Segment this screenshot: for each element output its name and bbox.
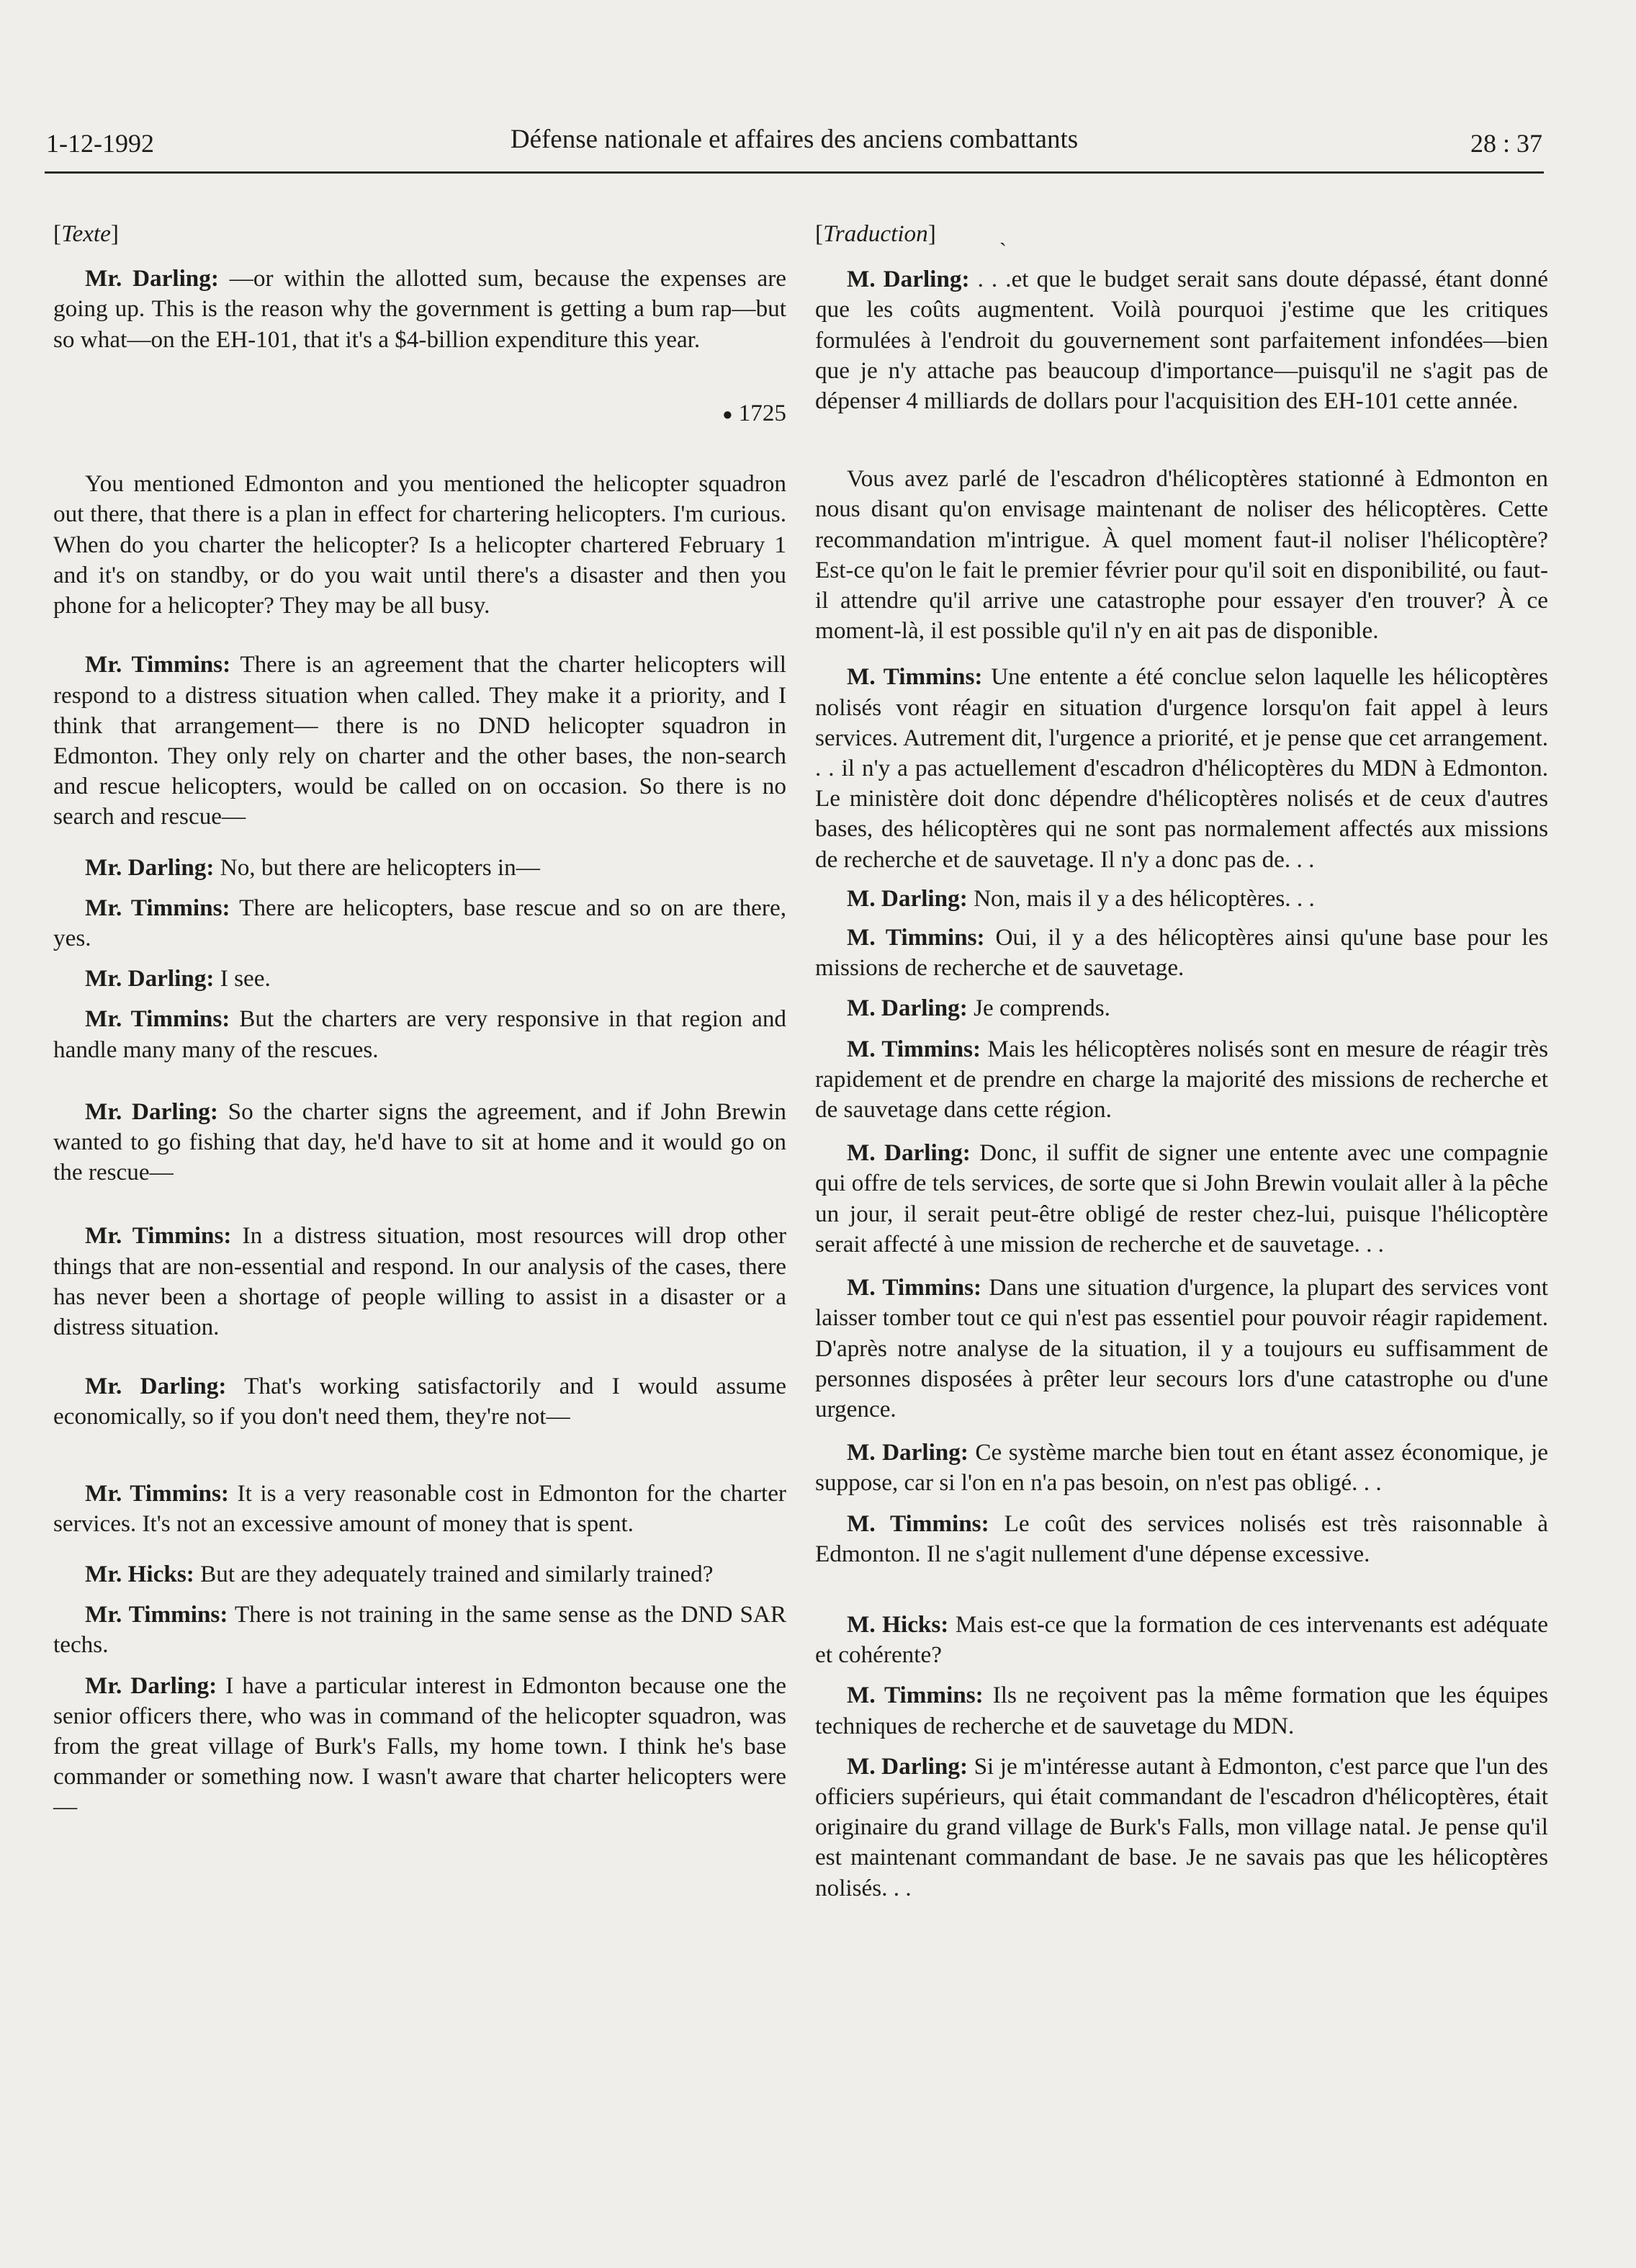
speech-text: There is not training in the same sense as the DND SAR techs.: [53, 1601, 787, 1659]
speaker: M. Timmins:: [847, 663, 983, 691]
paragraph: [53, 1559, 786, 1590]
speaker: M. Timmins:: [847, 1682, 984, 1709]
speaker: Mr. Darling:: [85, 853, 215, 881]
speech-text: I see.: [220, 965, 271, 992]
speaker: Mr. Darling:: [85, 965, 215, 992]
speech-text: Ce système marche bien tout en étant assez économique, je suppose, car si l'on en n'a pas besoin, on n'est pas obligé. . .: [815, 1439, 1548, 1497]
speech-text: In a distress situation, most resources will drop other things that are non-essential and respond. In our analysis of the cases, there has never been a shortage of people willing to assist in a disaster or a distress situation.: [53, 1222, 786, 1340]
speech-text: But the charters are very responsive in that region and handle many many of the rescues.: [53, 1005, 787, 1063]
speech-text: So the charter signs the agreement, and if John Brewin wanted to go fishing that day, he'd have to sit at home and it would go on the rescue—: [53, 1098, 787, 1186]
paragraph: [53, 1097, 786, 1188]
paragraph: [53, 264, 786, 355]
paragraph: [815, 1752, 1548, 1904]
speech-text: There are helicopters, base rescue and so on are there, yes.: [53, 894, 786, 951]
speech-text: Oui, il y a des hélicoptères ainsi qu'une base pour les missions de recherche et de sauvetage.: [815, 924, 1549, 982]
speaker: Mr. Darling:: [85, 1373, 227, 1400]
paragraph: [815, 1438, 1548, 1498]
speaker: Mr. Timmins:: [85, 1222, 232, 1250]
paragraph: [53, 650, 786, 832]
speaker: M. Darling:: [847, 266, 970, 293]
paragraph: [53, 893, 786, 954]
speech-text: Ils ne reçoivent pas la même formation que les équipes techniques de recherche et de sauvetage du MDN.: [815, 1682, 1548, 1739]
paragraph: [815, 1680, 1548, 1741]
paragraph: [815, 1138, 1548, 1260]
header-page-number: 28 : 37: [1470, 129, 1542, 158]
speaker: M. Darling:: [847, 1139, 971, 1167]
speaker: M. Timmins:: [847, 1035, 981, 1062]
paragraph: [53, 853, 786, 883]
paragraph: [53, 1221, 786, 1343]
section-tag-texte: [Texte]: [53, 220, 119, 247]
speaker: Mr. Timmins:: [85, 1601, 228, 1628]
speech-text: Je comprends.: [974, 995, 1110, 1022]
speech-text: But are they adequately trained and similarly trained?: [200, 1560, 714, 1587]
speech-text: It is a very reasonable cost in Edmonton for the charter services. It's not an excessive amount of money that is spent.: [53, 1479, 786, 1537]
header-rule: [45, 171, 1544, 174]
speaker: M. Timmins:: [847, 924, 985, 951]
speaker: M. Timmins:: [847, 1274, 982, 1301]
paragraph: [815, 1509, 1548, 1569]
time-stamp: ● 1725: [722, 399, 786, 426]
speaker: Mr. Timmins:: [85, 894, 230, 921]
speech-text: . . .et que le budget serait sans doute dépassé, étant donné que les coûts augmentent. Voilà pourquoi j'estime que les critiques formulées à l'endroit du gouvernement sont parfaitement infondées—bien que je n'y attache pas beaucoup d'importance—puisqu'il ne s'agit pas de dépenser 4 milliards de dollars pour l'acquisition des EH-101 cette année.: [815, 266, 1549, 415]
speech-text: Vous avez parlé de l'escadron d'hélicoptères stationné à Edmonton en nous disant qu'on envisage maintenant de noliser des hélicoptères. Cette recommandation m'intrigue. À quel moment faut-il noliser l'hélicoptère? Est-ce qu'on le fait le premier février pour qu'il soit en disponibilité, ou faut-il attendre qu'il arrive une catastrophe pour essayer d'en trouver? À ce moment-là, il est possible qu'il n'y en ait pas de disponible.: [815, 465, 1548, 645]
bullet-icon: ●: [722, 405, 733, 425]
stray-mark: ˎ: [999, 223, 1007, 246]
header-date: 1-12-1992: [46, 129, 154, 158]
speech-text: Le coût des services nolisés est très raisonnable à Edmonton. Il ne s'agit nullement d'une dépense excessive.: [815, 1510, 1549, 1567]
paragraph: [53, 469, 786, 621]
speech-text: There is an agreement that the charter helicopters will respond to a distress situation when called. They make it a priority, and I think that arrangement— there is no DND helicopter squadron in Edmonton. They only rely on charter and the other bases, the non-search and rescue helicopters, would be called on on occasion. So there is no search and rescue—: [53, 651, 786, 830]
paragraph: [815, 1610, 1548, 1670]
speaker: Mr. Timmins:: [85, 1005, 230, 1033]
speaker: M. Darling:: [847, 884, 968, 912]
paragraph: [53, 1671, 786, 1823]
speaker: Mr. Darling:: [85, 1098, 218, 1125]
paragraph: [815, 464, 1548, 646]
speech-text: Mais est-ce que la formation de ces intervenants est adéquate et cohérente?: [815, 1610, 1548, 1669]
speaker: Mr. Timmins:: [85, 651, 231, 678]
speech-text: No, but there are helicopters in—: [220, 853, 540, 881]
paragraph: [815, 264, 1548, 416]
paragraph: [53, 964, 786, 994]
paragraph: [53, 1600, 786, 1660]
speech-text: Donc, il suffit de signer une entente avec une compagnie qui offre de tels services, de sorte que si John Brewin voulait aller à la pêche un jour, il serait peut-être obligé de rester chez-lui, puisque l'hélicoptère serait affecté à une mission de recherche et de sauvetage. . .: [815, 1139, 1549, 1258]
speaker: M. Timmins:: [847, 1510, 989, 1537]
paragraph: [53, 1479, 786, 1539]
speaker: Mr. Darling:: [85, 1672, 217, 1699]
speech-text: That's working satisfactorily and I would assume economically, so if you don't need them, they're not—: [53, 1373, 787, 1430]
speaker: Mr. Timmins:: [85, 1479, 229, 1507]
paragraph: [53, 1004, 786, 1064]
speech-text: Non, mais il y a des hélicoptères. . .: [974, 884, 1315, 912]
speech-text: Une entente a été conclue selon laquelle les hélicoptères nolisés vont réagir en situation d'urgence lorsqu'on fait appel à leurs services. Autrement dit, l'urgence a priorité, et je pense que cet arrangement. . . il n'y a pas actuellement d'escadron d'hélicoptères du MDN à Edmonton. Le ministère doit donc dépendre d'hélicoptères nolisés et de ceux d'autres bases, des hélicoptères qui ne sont pas normalement affectés aux missions de recherche et de sauvetage. Il n'y a donc pas de. . .: [815, 663, 1549, 873]
paragraph: [815, 1273, 1548, 1425]
speech-text: Dans une situation d'urgence, la plupart des services vont laisser tomber tout ce qui n'est pas essentiel pour pouvoir réagir rapidement. D'après notre analyse de la situation, il y a toujours eu suffisamment de personnes disposées à prêter leur secours lors d'une catastrophe ou d'une urgence.: [815, 1274, 1549, 1422]
speaker: M. Darling:: [847, 995, 968, 1022]
speaker: Mr. Darling:: [85, 265, 219, 292]
speech-text: I have a particular interest in Edmonton because one the senior officers there, who was in command of the helicopter squadron, was from the great village of Burk's Falls, my home town. I think he's base commander or something now. I wasn't aware that charter helicopters were—: [53, 1672, 787, 1821]
paragraph: [815, 923, 1548, 983]
running-header: [46, 125, 1542, 173]
speaker: Mr. Hicks:: [85, 1560, 194, 1587]
paragraph: [815, 993, 1548, 1023]
paragraph: [815, 884, 1548, 914]
speech-text: Si je m'intéresse autant à Edmonton, c'est parce que l'un des officiers supérieurs, qui était commandant de l'escadron d'hélicoptères, était originaire du grand village de Burk's Falls, mon village natal. Je pense qu'il est maintenant commandant de base. Je ne savais pas que les hélicoptères nolisés. . .: [815, 1752, 1548, 1901]
paragraph: [815, 662, 1548, 874]
speech-text: You mentioned Edmonton and you mentioned the helicopter squadron out there, that there is a plan in effect for chartering helicopters. I'm curious. When do you charter the helicopter? Is a helicopter chartered February 1 and it's on standby, or do you wait until there's a disaster and then you phone for a helicopter? They may be all busy.: [53, 470, 786, 619]
header-title: Défense nationale et affaires des anciens combattants: [510, 125, 1079, 154]
speaker: M. Hicks:: [847, 1610, 949, 1638]
speaker: M. Darling:: [847, 1439, 968, 1466]
paragraph: [815, 1034, 1548, 1126]
speech-text: Mais les hélicoptères nolisés sont en mesure de réagir très rapidement et de prendre en charge la majorité des missions de recherche et de sauvetage dans cette région.: [815, 1035, 1548, 1124]
english-column: [53, 216, 786, 1823]
speech-text: —or within the allotted sum, because the expenses are going up. This is the reason why the government is getting a bum rap—but so what—on the EH-101, that it's a $4-billion expenditure this year.: [53, 265, 786, 353]
french-column: [815, 216, 1548, 1904]
section-tag-traduction: [Traduction] ˎ: [815, 220, 1007, 247]
speaker: M. Darling:: [847, 1752, 968, 1780]
paragraph: [53, 1371, 786, 1432]
